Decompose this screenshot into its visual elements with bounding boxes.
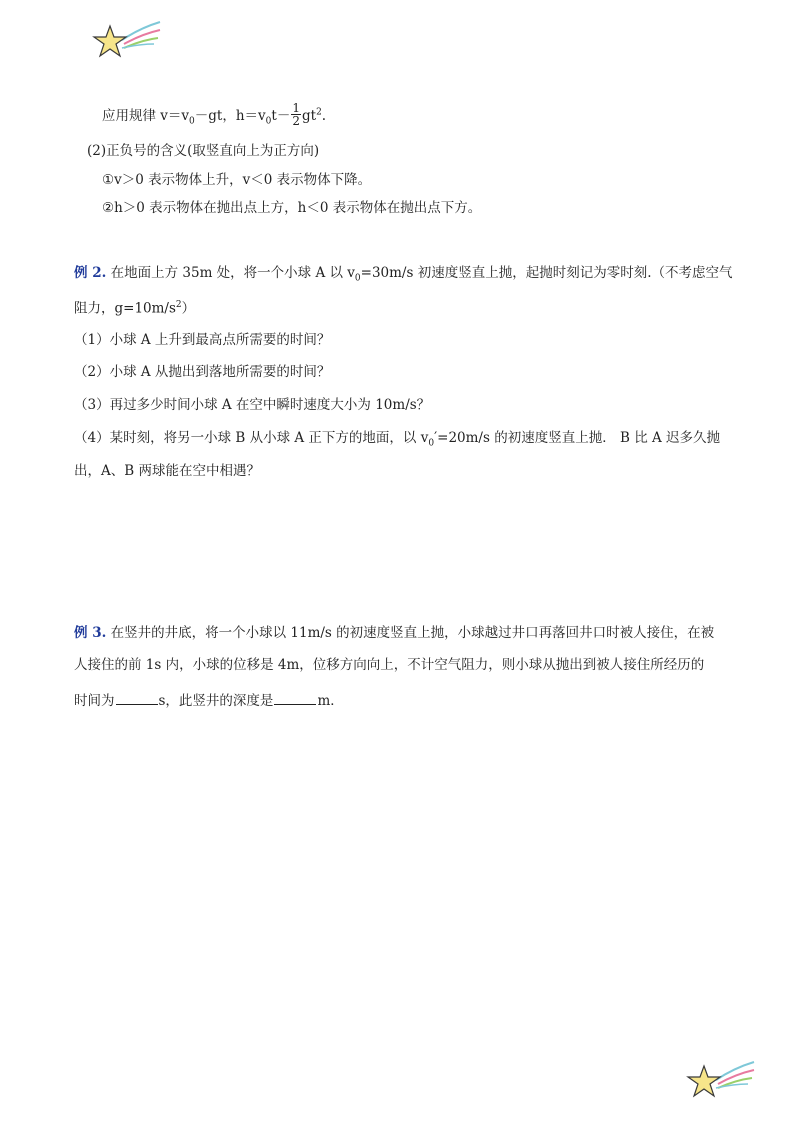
formula-sup: 2 — [316, 107, 322, 118]
question-4-sub: 0 — [428, 438, 435, 449]
fraction-one-half — [291, 102, 301, 127]
section-item-2: ②h＞0 表示物体在抛出点上方，h＜0 表示物体在抛出点下方。 — [102, 200, 482, 216]
example-2-text-b: =30m/s 初速度竖直上抛，起抛时刻记为零时刻.（不考虑空气 — [360, 265, 733, 281]
example-2-sub: 0 — [354, 273, 361, 284]
example-2-text-d: ） — [181, 300, 196, 317]
question-4-text-a: （4）某时刻，将另一小球 B 从小球 A 正下方的地面，以 v — [74, 430, 429, 446]
example-2-label: 例 2. — [74, 265, 107, 281]
section-title: (2)正负号的含义(取竖直向上为正方向) — [87, 143, 320, 159]
star-decoration-bottom-icon — [686, 1054, 758, 1100]
example-3-label: 例 3. — [74, 625, 107, 641]
example-2-text-c: 阻力，g=10m/s — [74, 300, 176, 317]
question-4-line-1 — [74, 432, 720, 449]
example-2-sup: 2 — [175, 300, 182, 310]
example-3-text-c: s，此竖井的深度是 — [158, 693, 274, 709]
formula-text-a: 应用规律 v＝v — [102, 108, 190, 124]
question-4-line-2: 出，A、B 两球能在空中相遇？ — [74, 463, 260, 479]
formula-text-d: gt — [301, 108, 317, 124]
example-2-line-1 — [74, 267, 733, 284]
example-2-text-a: 在地面上方 35m 处，将一个小球 A 以 v — [110, 265, 355, 281]
formula-sub-a: 0 — [189, 116, 195, 127]
example-3-line-2: 人接住的前 1s 内，小球的位移是 4m，位移方向向上，不计空气阻力，则小球从抛出到被人接住所经历的 — [74, 657, 705, 673]
fraction-denominator: 2 — [292, 114, 300, 128]
formula-line — [102, 101, 327, 129]
question-2: （2）小球 A 从抛出到落地所需要的时间？ — [74, 364, 331, 380]
section-item-1: ①v＞0 表示物体上升，v＜0 表示物体下降。 — [102, 172, 372, 188]
example-2-line-2 — [74, 301, 195, 316]
example-3-text-d: m． — [317, 693, 344, 709]
formula-period: . — [321, 108, 327, 124]
example-3-line-1 — [74, 627, 714, 641]
question-4-text-b: ′=20m/s 的初速度竖直上抛． B 比 A 迟多久抛 — [434, 430, 721, 446]
depth-answer-blank[interactable] — [274, 692, 316, 705]
question-3: （3）再过多少时间小球 A 在空中瞬时速度大小为 10m/s？ — [74, 397, 431, 413]
star-decoration-top-icon — [92, 14, 164, 60]
example-3-line-3 — [74, 692, 344, 709]
formula-text-c: t－ — [271, 108, 291, 124]
example-3-text-b: 时间为 — [74, 693, 115, 709]
formula-sub-b: 0 — [265, 116, 272, 127]
example-3-text-a: 在竖井的井底，将一个小球以 11m/s 的初速度竖直上抛，小球越过井口再落回井口时被人接住，在被 — [110, 625, 715, 641]
formula-text-b: －gt，h＝v — [194, 108, 266, 124]
fraction-numerator: 1 — [292, 101, 300, 115]
time-answer-blank[interactable] — [116, 692, 158, 705]
question-1: （1）小球 A 上升到最高点所需要的时间？ — [74, 332, 331, 348]
